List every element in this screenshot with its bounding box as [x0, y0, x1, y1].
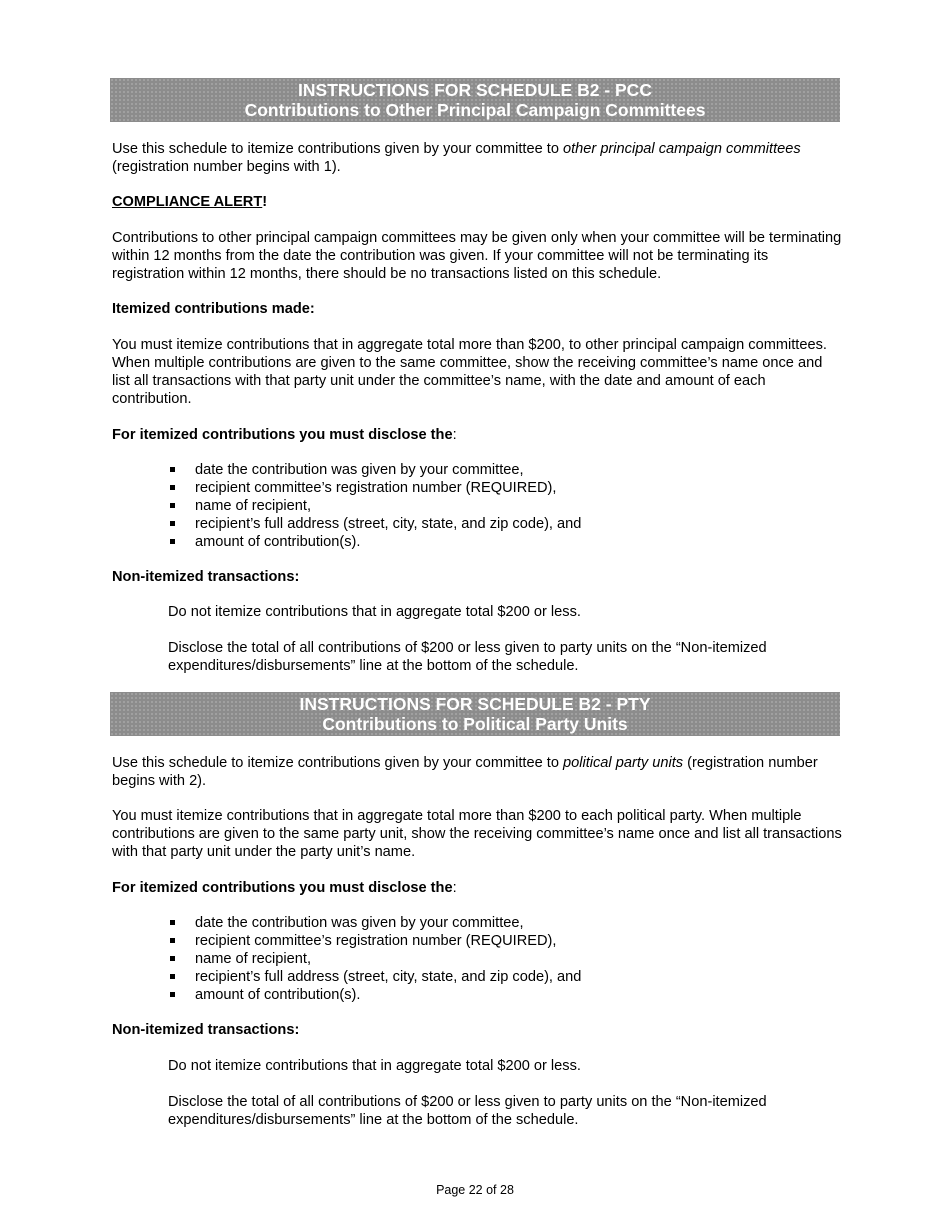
pcc-intro: [112, 140, 842, 176]
list-item: name of recipient,: [168, 950, 581, 968]
pcc-nonitem-heading: Non-itemized transactions:: [112, 569, 300, 585]
pty-nonitem-heading: Non-itemized transactions:: [112, 1022, 300, 1038]
list-item: date the contribution was given by your committee,: [168, 461, 581, 479]
pty-intro-text: Use this schedule to itemize contributions given by your committee to: [112, 755, 563, 771]
list-item: amount of contribution(s).: [168, 533, 581, 551]
pcc-nonitem-text2: Disclose the total of all contributions of $200 or less given to party units on the “Non-itemized expenditures/disbursements” line at the bottom of the schedule.: [168, 640, 767, 674]
compliance-alert-text: Contributions to other principal campaign committees may be given only when your committee will be terminating within 12 months from the date the contribution was given. If your committee will not be terminating its registration within 12 months, there should be no transactions listed on this schedule.: [112, 230, 842, 282]
pty-title-line2: Contributions to Political Party Units: [322, 714, 628, 734]
list-item: recipient’s full address (street, city, state, and zip code), and: [168, 968, 581, 986]
pcc-title-banner: [110, 78, 840, 122]
pcc-intro-italic: other principal campaign committees: [563, 141, 801, 157]
pty-itemize-text: You must itemize contributions that in aggregate total more than $200 to each political party. When multiple contributions are given to the same party unit, show the receiving committee’s name once and list all transactions with that party unit under the party unit’s name.: [112, 808, 842, 860]
pty-intro-italic: political party units: [563, 755, 684, 771]
pcc-itemized-heading: Itemized contributions made:: [112, 301, 315, 317]
pcc-disclose-list: [168, 461, 581, 551]
list-item: name of recipient,: [168, 497, 581, 515]
pty-disclose-list: [168, 914, 581, 1004]
pcc-disclose-heading: [112, 426, 842, 444]
pty-disclose-label: For itemized contributions you must disclose the: [112, 880, 453, 896]
pcc-disclose-label: For itemized contributions you must disclose the: [112, 427, 453, 443]
pcc-title-line1: INSTRUCTIONS FOR SCHEDULE B2 - PCC: [298, 80, 652, 100]
compliance-alert-word: COMPLIANCE ALERT: [112, 194, 263, 210]
pty-title-banner: [110, 692, 840, 736]
pty-intro: [112, 754, 842, 790]
list-item: date the contribution was given by your committee,: [168, 914, 581, 932]
pcc-nonitem-text1: Do not itemize contributions that in aggregate total $200 or less.: [168, 604, 581, 620]
pty-nonitem-text1: Do not itemize contributions that in aggregate total $200 or less.: [168, 1058, 581, 1074]
pty-title-line1: INSTRUCTIONS FOR SCHEDULE B2 - PTY: [299, 694, 651, 714]
pcc-itemized-text: You must itemize contributions that in aggregate total more than $200, to other principal campaign committees. When multiple contributions are given to the same committee, show the receiving committee’s name once and list all transactions with that party unit under the committee’s name, with the date and amount of each contribution.: [112, 337, 827, 407]
pcc-intro-text-2: (registration number begins with 1).: [112, 159, 341, 175]
list-item: amount of contribution(s).: [168, 986, 581, 1004]
list-item: recipient committee’s registration number (REQUIRED),: [168, 932, 581, 950]
pcc-disclose-colon: :: [452, 427, 457, 443]
pty-nonitem-text2: Disclose the total of all contributions of $200 or less given to party units on the “Non-itemized expenditures/disbursements” line at the bottom of the schedule.: [168, 1094, 767, 1128]
pty-intro-text-2: (registration number begins with 2).: [112, 755, 818, 789]
compliance-alert-heading: [112, 193, 842, 211]
page-number: Page 22 of 28: [436, 1183, 514, 1197]
list-item: recipient committee’s registration number (REQUIRED),: [168, 479, 581, 497]
pcc-title-line2: Contributions to Other Principal Campaign Committees: [244, 100, 706, 120]
pty-disclose-heading: [112, 879, 842, 897]
list-item: recipient’s full address (street, city, state, and zip code), and: [168, 515, 581, 533]
pcc-intro-text: Use this schedule to itemize contributions given by your committee to: [112, 141, 563, 157]
pty-disclose-colon: :: [452, 880, 457, 896]
compliance-alert-bang: !: [262, 194, 268, 210]
